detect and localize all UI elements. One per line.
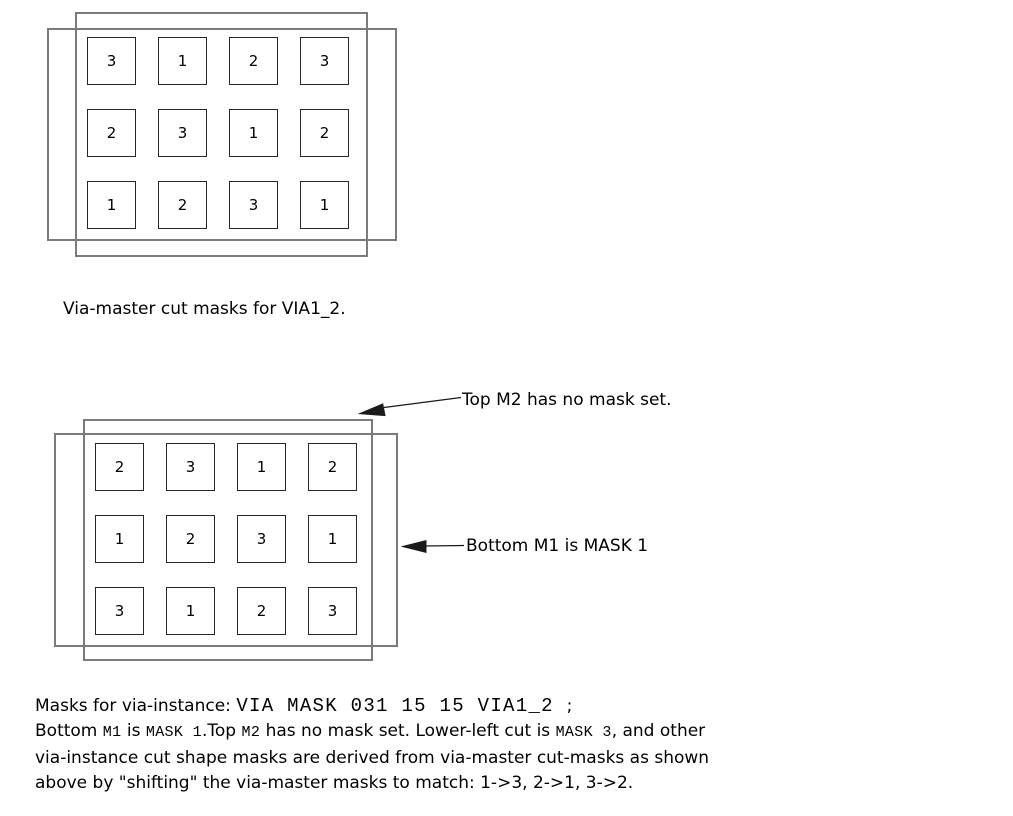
inline-code: M1 [102, 724, 122, 742]
inline-code: M2 [241, 724, 261, 742]
cut-mask-cell: 3 [237, 515, 286, 563]
cut-mask-cell: 3 [300, 37, 349, 85]
cut-mask-cell: 2 [166, 515, 215, 563]
note-text: Bottom [35, 721, 103, 742]
cut-mask-cell: 3 [229, 181, 278, 229]
note-line [35, 719, 709, 745]
cut-mask-cell: 2 [237, 587, 286, 635]
note-paragraph [35, 694, 709, 797]
cut-mask-cell: 3 [166, 443, 215, 491]
cut-mask-cell: 2 [308, 443, 357, 491]
note-line [35, 694, 709, 719]
top-leader-line [384, 398, 461, 408]
top-m2-label: Top M2 has no mask set. [462, 390, 672, 410]
cut-mask-cell: 2 [95, 443, 144, 491]
bottom-leader-line [424, 546, 464, 547]
cut-mask-cell: 2 [300, 109, 349, 157]
note-text: has no mask set. Lower-left cut is [260, 721, 556, 742]
note-line [35, 746, 709, 771]
note-text: ; [566, 696, 573, 716]
cut-mask-cell: 3 [158, 109, 207, 157]
cut-mask-cell: 3 [308, 587, 357, 635]
cut-mask-cell: 1 [308, 515, 357, 563]
inline-code: MASK 3 [555, 724, 612, 742]
cut-mask-cell: 1 [237, 443, 286, 491]
cut-mask-grid [95, 443, 357, 635]
cut-mask-cell: 1 [300, 181, 349, 229]
note-text: via-instance cut shape masks are derived from via-master cut-masks as shown [35, 747, 710, 768]
via-mask-statement-code: VIA MASK 031 15 15 VIA1_2 [236, 695, 567, 717]
note-line [35, 771, 709, 796]
cut-mask-grid [87, 37, 349, 229]
note-text: Masks for via-instance: [35, 696, 237, 716]
bottom-arrowhead-icon [401, 540, 427, 553]
cut-mask-cell: 3 [87, 37, 136, 85]
note-text: above by "shifting" the via-master masks to match: 1->3, 2->1, 3->2. [35, 773, 634, 794]
cut-mask-cell: 1 [158, 37, 207, 85]
cut-mask-cell: 1 [229, 109, 278, 157]
note-text: is [121, 721, 146, 742]
inline-code: MASK 1 [145, 724, 202, 742]
note-text: , and other [611, 721, 706, 742]
cut-mask-cell: 1 [87, 181, 136, 229]
note-text: .Top [201, 721, 242, 742]
figure-caption: Via-master cut masks for VIA1_2. [63, 299, 346, 319]
cut-mask-cell: 1 [166, 587, 215, 635]
cut-mask-cell: 3 [95, 587, 144, 635]
cut-mask-cell: 2 [87, 109, 136, 157]
cut-mask-cell: 1 [95, 515, 144, 563]
cut-mask-cell: 2 [229, 37, 278, 85]
top-arrowhead-icon [358, 403, 386, 416]
cut-mask-cell: 2 [158, 181, 207, 229]
bottom-m1-label: Bottom M1 is MASK 1 [466, 536, 649, 556]
